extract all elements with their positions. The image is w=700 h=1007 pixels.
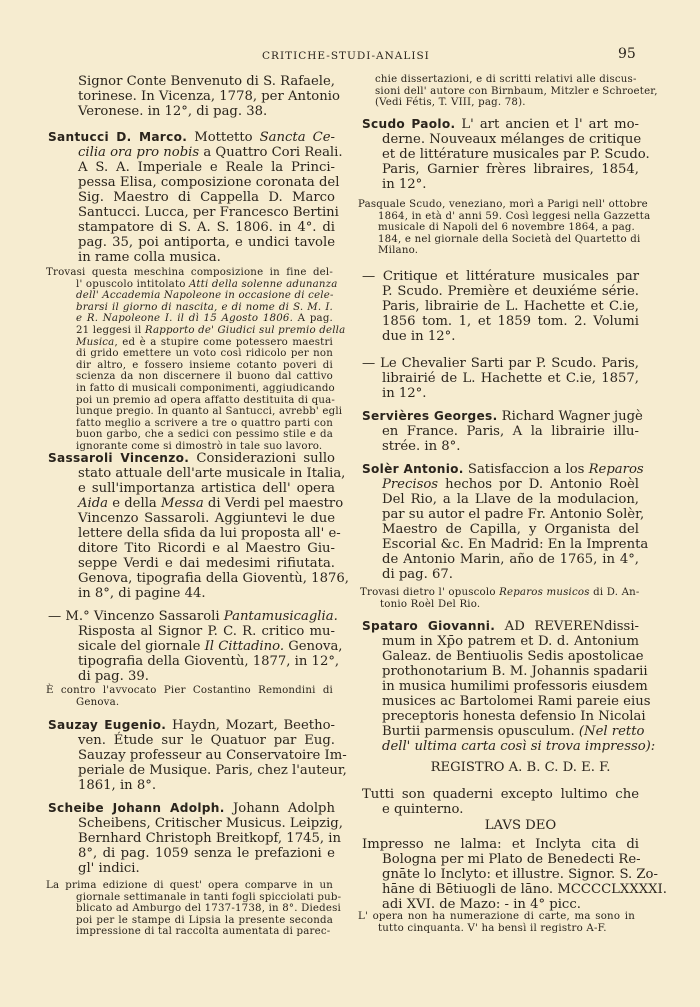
text-run: La prima edizione di quest' opera comparve in un [46,880,333,891]
text-line [76,915,333,927]
text-line [76,418,333,430]
text-line [362,787,639,802]
entry-scudo [362,117,650,192]
text-run: dir altro, e fossero insieme cotanto poveri di [76,359,333,371]
entry-santucci [48,130,343,265]
text-run: L' opera non ha numerazione di carte, ma sono in [358,911,635,922]
text-run: Signor Conte Benvenuto di S. Rafaele, [78,74,335,89]
italic-title: Precisos [382,477,439,492]
text-line [382,679,648,694]
text-run: 21 leggesi il [76,324,145,336]
text-run: di pag. 39. [78,669,149,684]
text-run: Genova, tipografia della Gioventù, 1876, [78,571,349,586]
text-run: Considerazioni sullo [189,451,335,466]
text-line [76,429,333,441]
entry-author: Solèr Antonio. [362,462,464,476]
text-run: Haydn, Mozart, Beetho- [166,718,335,733]
text-line [375,85,658,98]
text-line [78,511,335,526]
text-line [76,394,336,407]
text-run: mum in Xp̄o patrem et D. d. Antonium [382,634,639,649]
text-run: Maestro de Capilla, y Organista del [382,522,639,537]
text-run: seppe Verdi e dai medesimi rifiutata. [78,556,335,571]
text-run: Risposta al Signor P. C. R. critico mu- [78,624,335,639]
text-line [76,891,342,904]
text-run: poi per le stampe di Lipsia la presente seconda [76,914,333,926]
text-run: preceptoris honesta defensio In Nicolai [382,709,646,724]
text-line [362,462,644,477]
text-run: due in 12°. [382,329,456,344]
text-line [78,816,343,831]
text-run: Mottetto [187,130,260,145]
text-line [76,371,333,383]
italic-title: dell' Accademia Napoleone in occasione di cele- [76,290,334,302]
text-run: Santucci. Lucca, per Francesco Bertini [78,205,339,220]
text-line [78,496,344,511]
text-line [382,802,639,817]
text-line [378,923,635,935]
note-scheibe [46,880,342,938]
italic-title: (Nel retto [578,724,645,739]
italic-title: e R. Napoleone I. il dì 15 Agosto 1806. [76,313,294,325]
text-run: prothonotarium B. M. Johannis spadarii [382,664,648,679]
text-run: Richard Wagner jugè [497,409,643,424]
text-line [78,571,349,586]
text-run: Genova. [76,696,120,708]
entry-spataro [362,619,656,754]
text-line [382,897,639,912]
text-run: Sauzay professeur au Conservatoire Im- [78,748,347,763]
text-run: sioni dell' autore con Birnbaum, Mitzler e Schroeter, [375,85,658,97]
text-run: tonio Roèl Del Rio. [380,598,481,610]
italic-title: Il Cittadino. [204,639,285,654]
text-line [378,222,635,234]
text-line [76,406,343,418]
text-run: buon garbo, che a sedici con pessimo stile e da [76,429,333,441]
text-run: impressione di tal raccolta aumentata di parec- [76,926,331,938]
text-run: Impresso ne lalma: et Inclyta cita di [362,837,639,852]
text-run: (Vedi Fétis, T. VIII, pag. 78). [375,97,526,109]
text-line [382,818,659,833]
text-line [78,541,335,556]
text-run: chie dissertazioni, e di scritti relativi alle discus- [375,74,637,85]
text-run: Johann Adolph [224,801,335,816]
text-run: Trovasi questa meschina composizione in fine del- [46,267,333,278]
text-run: ditore Tito Ricordi e al Maestro Giu- [78,541,335,556]
text-line [382,552,639,567]
text-line [362,269,639,284]
text-line [382,314,639,329]
text-run: de Antonio Marin, año de 1765, in 4°, [382,552,639,567]
entry-scudo-sarti [362,356,639,401]
text-run: pag. 35, poi antiporta, e undici tavole [78,235,335,250]
text-line [76,302,333,314]
text-line [78,846,335,861]
text-run: AD REVERENdissi- [495,619,639,634]
text-line [48,130,335,145]
text-run: tipografia della Gioventù, 1877, in 12°, [78,654,340,669]
page-number: 95 [618,46,636,62]
text-line [76,324,346,337]
text-line [78,556,335,571]
text-line [382,162,639,177]
text-run: l' opuscolo intitolato [76,278,190,290]
text-line [76,278,338,291]
text-run: di Verdi pel maestro [203,496,344,511]
italic-title: Sancta Ce- [259,130,335,145]
text-line [375,74,637,86]
text-line [78,639,343,654]
italic-title: brarsi il giorno di nascita, e di nome di S. M. I. [76,301,333,313]
text-line [378,210,651,223]
text-line [382,567,639,582]
text-line [48,451,335,466]
text-line [76,348,333,360]
text-line [78,175,340,190]
text-run: Pasquale Scudo, veneziano, morì a Parigi nell' ottobre [358,199,648,210]
text-line [375,97,632,109]
text-line [362,356,639,371]
italic-title: Rapporto de' Giudici sul premio della [144,324,346,336]
text-run: Galeaz. de Bentiuolis Sedis apostolicae [382,649,644,664]
text-run: strée. in 8°. [382,439,461,454]
text-run: derne. Nouveaux mélanges de critique [382,132,642,147]
text-run: a Quattro Cori Reali. [199,145,343,160]
italic-title: dell' ultima carta così si trova impresso): [382,739,656,754]
text-line [76,290,333,302]
text-run: adi XVI. de Mazo: - in 4° picc. [382,897,581,912]
text-line [76,360,333,372]
text-run: ignorante come si dimostrò in tale suo lavoro. [76,440,323,452]
italic-title: Atti della solenne adunanza [189,278,338,290]
text-run: ven. Étude sur le Quatuor par Eug. [78,733,335,748]
text-run: e sull'importanza artistica dell' opera [78,481,335,496]
note-spataro [358,911,635,934]
entry-scheibe [48,801,343,876]
text-run: stampatore di S. A. S. 1806. in 4°. di [78,220,335,235]
text-line [382,284,639,299]
text-run: Veronese. in 12°, di pag. 38. [78,104,268,119]
italic-title: Reparos musicos [499,587,590,598]
text-line [78,104,335,119]
note-santucci [46,267,346,453]
text-run: Milano. [378,245,419,257]
text-run: Paris, librairie de L. Hachette et C.ie, [382,299,639,314]
text-line [76,313,333,325]
text-run: 1861, in 8°. [78,778,157,793]
text-line [382,386,639,401]
text-run: di D. An- [589,587,640,598]
text-run: e della [108,496,161,511]
text-run: 184, e nel giornale della Società del Quartetto di [378,233,641,245]
text-run: blicato ad Amburgo del 1737-1738, in 8°. Diedesi [76,903,341,915]
text-line [76,337,333,349]
text-line [380,599,637,611]
text-run: Scheibens, Critischer Musicus. Leipzig, [78,816,343,831]
text-line [382,739,656,754]
text-run: lunque pregio. In quanto al Santucci, avrebb' egli [76,406,343,418]
text-run: gl' indici. [78,861,140,876]
text-line [382,492,639,507]
italic-title: Pantamusicaglia. [223,609,338,624]
spataro-quaderni [362,787,639,817]
text-line [78,205,339,220]
entry-author: Spataro Giovanni. [362,619,496,633]
text-run: sicale del giornale [78,639,205,654]
entry-sauzay [48,718,347,793]
text-line [46,880,333,892]
text-line [362,409,643,424]
text-line [382,760,659,775]
text-line [76,903,341,915]
text-line [78,654,340,669]
text-line [382,522,639,537]
text-line [78,831,341,846]
text-line [78,190,335,205]
text-run: in musica humilimi professoris eiusdem [382,679,648,694]
text-run: musices ac Bartolomei Rami pareie eius [382,694,651,709]
text-line [78,145,343,160]
text-line [382,507,645,522]
text-run: L' art ancien et l' art mo- [455,117,639,132]
text-run: Escorial &c. En Madrid: En la Imprenta [382,537,649,552]
entry-scudo-critique [362,269,639,344]
text-line [358,911,635,923]
text-run: A pag. [293,313,333,325]
text-run: LAVS DEO [484,818,557,833]
text-run: e quinterno. [382,802,464,817]
text-line [78,160,335,175]
text-line [78,861,335,876]
text-line [362,837,639,852]
text-run: in fatto di musicali componimenti, aggiudicando [76,382,335,394]
text-run: en France. Paris, A la librairie illu- [382,424,639,439]
italic-title: cilia ora pro nobis [78,145,200,160]
text-run: — Critique et littérature musicales par [362,269,639,284]
text-run: gnāte lo Inclyto: et illustre. Signor. S. Zo- [382,867,658,882]
text-line [78,624,335,639]
text-line [48,801,335,816]
spataro-colophon [362,837,667,912]
text-run: Satisfaccion a los [463,462,589,477]
text-run: , ed è a stupire come potessero maestri [114,336,333,348]
text-run: di pag. 67. [382,567,453,582]
text-line [78,669,335,684]
text-line [78,220,335,235]
text-line [78,74,335,89]
text-line [382,371,639,386]
text-run: lettere della sfida da lui proposta all' e- [78,526,341,541]
text-run: Tutti son quaderni excepto lultimo che [362,787,639,802]
text-run: in rame colla musica. [78,250,221,265]
text-run: tutto cinquanta. V' ha bensì il registro A-F. [378,922,607,934]
spataro-registro [382,760,659,775]
entry-author: Sassaroli Vincenzo. [48,451,190,465]
text-line [382,867,658,882]
italic-title: Reparos [588,462,644,477]
text-run: librairié de L. Hachette et C.ie, 1857, [382,371,639,386]
note-soler [360,587,640,610]
text-run: Vincenzo Sassaroli. Aggiuntevi le due [78,511,335,526]
text-line [382,664,648,679]
text-run: 8°, di pag. 1059 senza le prefazioni e [78,846,335,861]
text-line [382,634,639,649]
text-line [46,267,333,279]
text-run: Paris, Garnier frères libraires, 1854, [382,162,639,177]
italic-title: Aida [78,496,109,511]
text-line [78,733,335,748]
text-line [382,537,649,552]
text-run: 1856 tom. 1, et 1859 tom. 2. Volumi [382,314,639,329]
note-continuation [375,74,658,109]
text-line [46,685,333,697]
text-line [382,132,642,147]
text-line [358,199,648,211]
text-line [382,299,639,314]
text-line [78,778,335,793]
text-run: hāne di Bētiuogli de lāno. MCCCCLXXXXI. [382,882,667,897]
entry-author: Santucci D. Marco. [48,130,188,144]
text-line [382,424,639,439]
text-line [78,235,335,250]
text-line [78,466,346,481]
text-line [78,89,340,104]
text-run: giornale settimanale in tanti fogli spicciolati pub- [76,891,342,903]
entry-author: Servières Georges. [362,409,498,423]
text-run: in 12°. [382,177,427,192]
text-line [362,619,639,634]
text-line [76,926,333,938]
text-line [378,233,641,246]
italic-title: Messa [160,496,204,511]
entry-author: Scheibe Johann Adolph. [48,801,225,815]
text-line [382,709,646,724]
text-line [382,477,639,492]
text-line [382,724,645,739]
text-run: A S. A. Imperiale e Reale la Princi- [78,160,335,175]
text-line [78,748,347,763]
text-line [382,852,639,867]
spataro-laus-deo [382,818,659,833]
text-line [362,117,639,132]
text-run: fatto meglio a scrivere a tre o quattro parti con [76,417,333,429]
text-run: periale de Musique. Paris, chez l'auteur, [78,763,347,778]
note-scudo [358,199,651,257]
text-line [78,250,335,265]
text-run: Bernhard Christoph Breitkopf, 1745, in [78,831,341,846]
text-run: — Le Chevalier Sarti par P. Scudo. Paris, [362,356,639,371]
text-run: P. Scudo. Première et deuxiéme série. [382,284,639,299]
text-run: musicale di Napoli del 6 novembre 1864, a pag. [378,222,635,234]
text-line [76,383,333,395]
text-line [78,481,335,496]
text-line [382,329,639,344]
entry-author: Sauzay Eugenio. [48,718,167,732]
text-line [382,147,650,162]
text-run: par su autor el padre Fr. Antonio Solèr, [382,507,645,522]
entry-sassaroli [48,451,349,601]
text-run: REGISTRO A. B. C. D. E. F. [430,760,611,775]
text-run: in 12°. [382,386,427,401]
text-run: pessa Elisa, composizione coronata del [78,175,340,190]
entry-servieres [362,409,643,454]
text-run: in 8°, di pagine 44. [78,586,206,601]
running-title: CRITICHE-STUDI-ANALISI [262,50,430,62]
entry-sassaroli-pantamusicaglia [48,609,343,684]
text-line [382,694,651,709]
text-run: È contro l'avvocato Pier Costantino Remondini di [46,685,333,696]
entry-author: Scudo Paolo. [362,117,456,131]
text-line [78,763,347,778]
text-line [378,245,635,257]
text-run: hechos por D. Antonio Roèl [438,477,639,492]
text-line [382,177,639,192]
text-line [48,609,338,624]
text-line [78,586,335,601]
text-run: Burtii parmensis opusculum. [382,724,579,739]
text-run: 1864, in età d' anni 59. Così leggesi nella Gazzetta [378,210,651,222]
italic-title: Musica [76,336,115,348]
text-run: scienza da non discernere il buono dal cattivo [76,371,333,383]
text-line [78,526,341,541]
text-run: Del Rio, a la Llave de la modulacion, [382,492,639,507]
text-run: torinese. In Vicenza, 1778, per Antonio [78,89,340,104]
note-sassaroli [46,685,333,708]
text-run: Bologna per mi Plato de Benedecti Re- [382,852,641,867]
text-run: Sig. Maestro di Cappella D. Marco [78,190,335,205]
entry-continuation [78,74,340,119]
text-line [48,718,335,733]
text-run: et de littérature musicales par P. Scudo. [382,147,650,162]
text-line [382,439,639,454]
text-run: di grido emettere un voto così ridicolo per non [76,348,333,360]
text-line [382,649,644,664]
entry-soler [362,462,649,582]
text-run: Genova, [284,639,343,654]
text-run: poi un premio ad opera affatto destituita di qua- [76,394,336,406]
text-line [360,587,640,599]
text-line [382,882,667,897]
text-run: stato attuale dell'arte musicale in Italia, [78,466,346,481]
text-run: — M.° Vincenzo Sassaroli [48,609,224,624]
text-line [76,697,333,709]
text-run: Trovasi dietro l' opuscolo [360,587,500,598]
